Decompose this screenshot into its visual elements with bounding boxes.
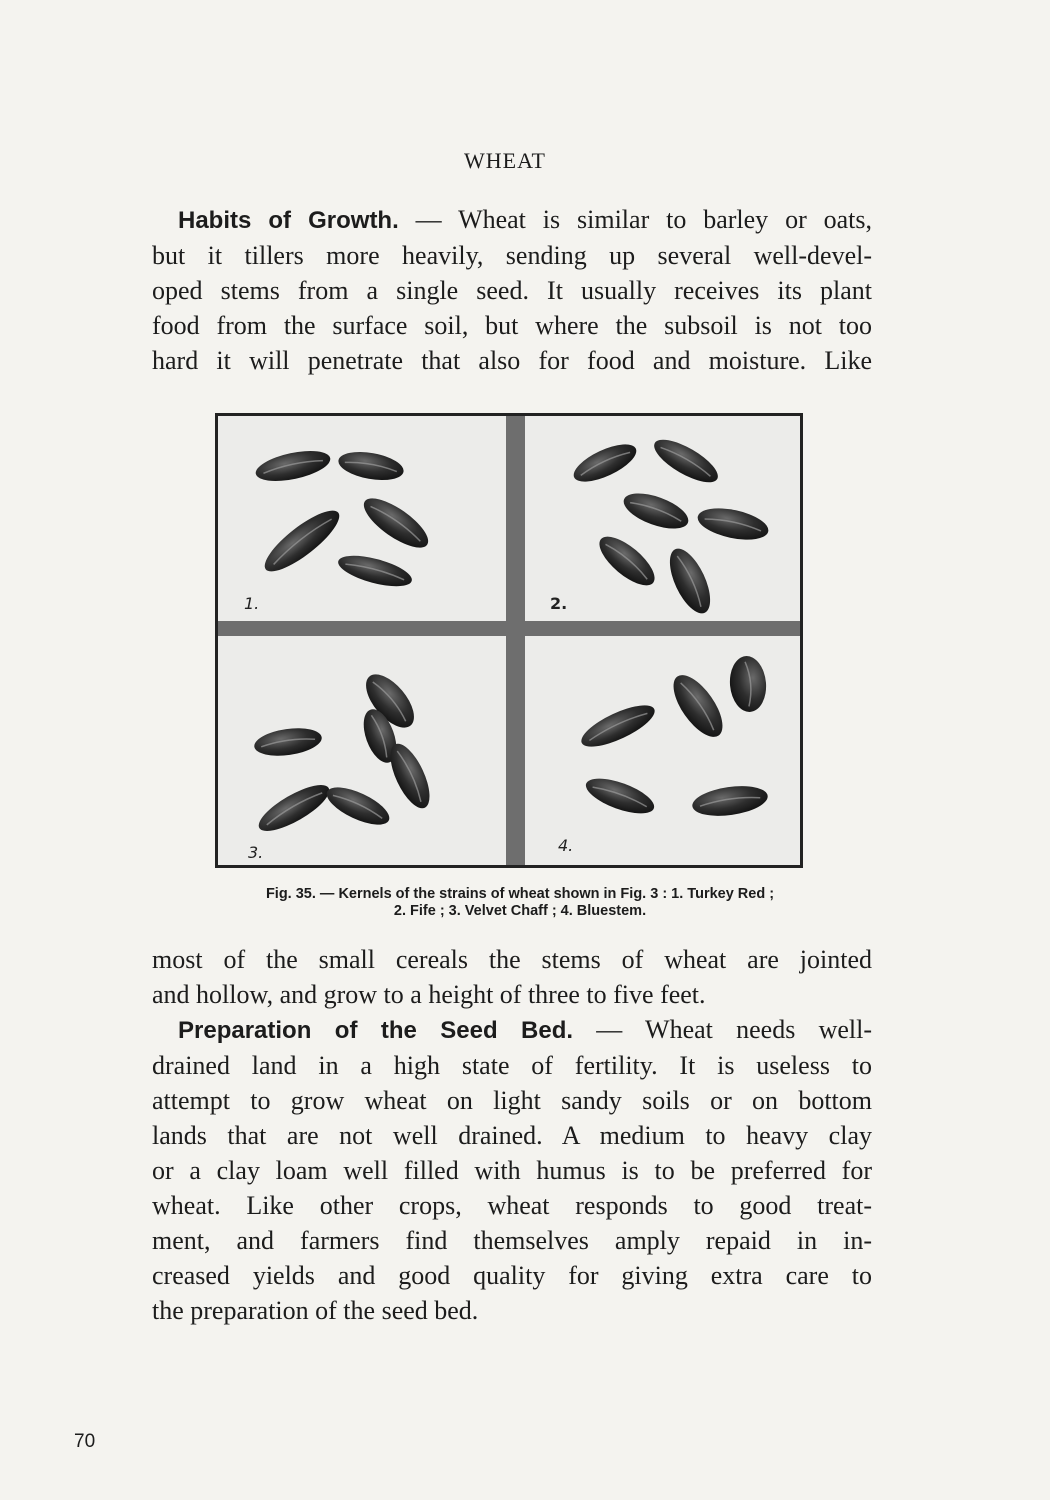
text-line: food from the surface soil, but where the subsoil is not too xyxy=(152,311,872,340)
caption-line: Fig. 35. — Kernels of the strains of wheat shown in Fig. 3 : 1. Turkey Red ; xyxy=(265,886,775,902)
running-head: WHEAT xyxy=(464,148,546,173)
paragraph-continuation xyxy=(152,942,872,1012)
panel-divider-vertical xyxy=(506,416,525,865)
text-line: creased yields and good quality for giving extra care to xyxy=(152,1261,872,1290)
text-line: or a clay loam well filled with humus is to be preferred for xyxy=(152,1156,872,1185)
panel-label-2: 2. xyxy=(550,594,568,613)
text-line: and hollow, and grow to a height of three to five feet. xyxy=(152,980,706,1009)
text-line: attempt to grow wheat on light sandy soils or on bottom xyxy=(152,1086,872,1115)
text-line: lands that are not well drained. A medium to heavy clay xyxy=(152,1121,872,1150)
panel-label-3: 3. xyxy=(248,843,264,862)
paragraph-seed-bed xyxy=(152,1012,872,1328)
section-heading: Preparation of the Seed Bed. xyxy=(178,1017,574,1044)
panel-label-1: 1. xyxy=(244,594,260,613)
text-line: most of the small cereals the stems of wheat are jointed xyxy=(152,945,872,974)
panel-divider-horizontal xyxy=(218,621,800,636)
kernel-photo xyxy=(218,416,800,865)
text-line: hard it will penetrate that also for food and moisture. Like xyxy=(152,346,872,375)
text-line: the preparation of the seed bed. xyxy=(152,1296,479,1325)
text-line xyxy=(152,1012,872,1048)
caption-line: 2. Fife ; 3. Velvet Chaff ; 4. Bluestem. xyxy=(393,903,647,919)
paragraph-habits-of-growth xyxy=(152,202,872,378)
text-line: oped stems from a single seed. It usually receives its plant xyxy=(152,276,872,305)
text-line: wheat. Like other crops, wheat responds to good treat- xyxy=(152,1191,872,1220)
figure-wheat-kernels xyxy=(215,413,803,868)
panel-label-4: 4. xyxy=(558,836,574,855)
text-line: ment, and farmers find themselves amply repaid in in- xyxy=(152,1226,872,1255)
text-line-rest: — Wheat is similar to barley or oats, xyxy=(398,205,872,234)
text-line-rest: — Wheat needs well- xyxy=(573,1015,872,1044)
section-heading: Habits of Growth. xyxy=(178,207,399,234)
text-line: but it tillers more heavily, sending up several well-devel- xyxy=(152,241,872,270)
text-line: drained land in a high state of fertility. It is useless to xyxy=(152,1051,872,1080)
page-number: 70 xyxy=(74,1431,96,1452)
figure-caption xyxy=(150,886,890,920)
text-line xyxy=(152,202,872,238)
